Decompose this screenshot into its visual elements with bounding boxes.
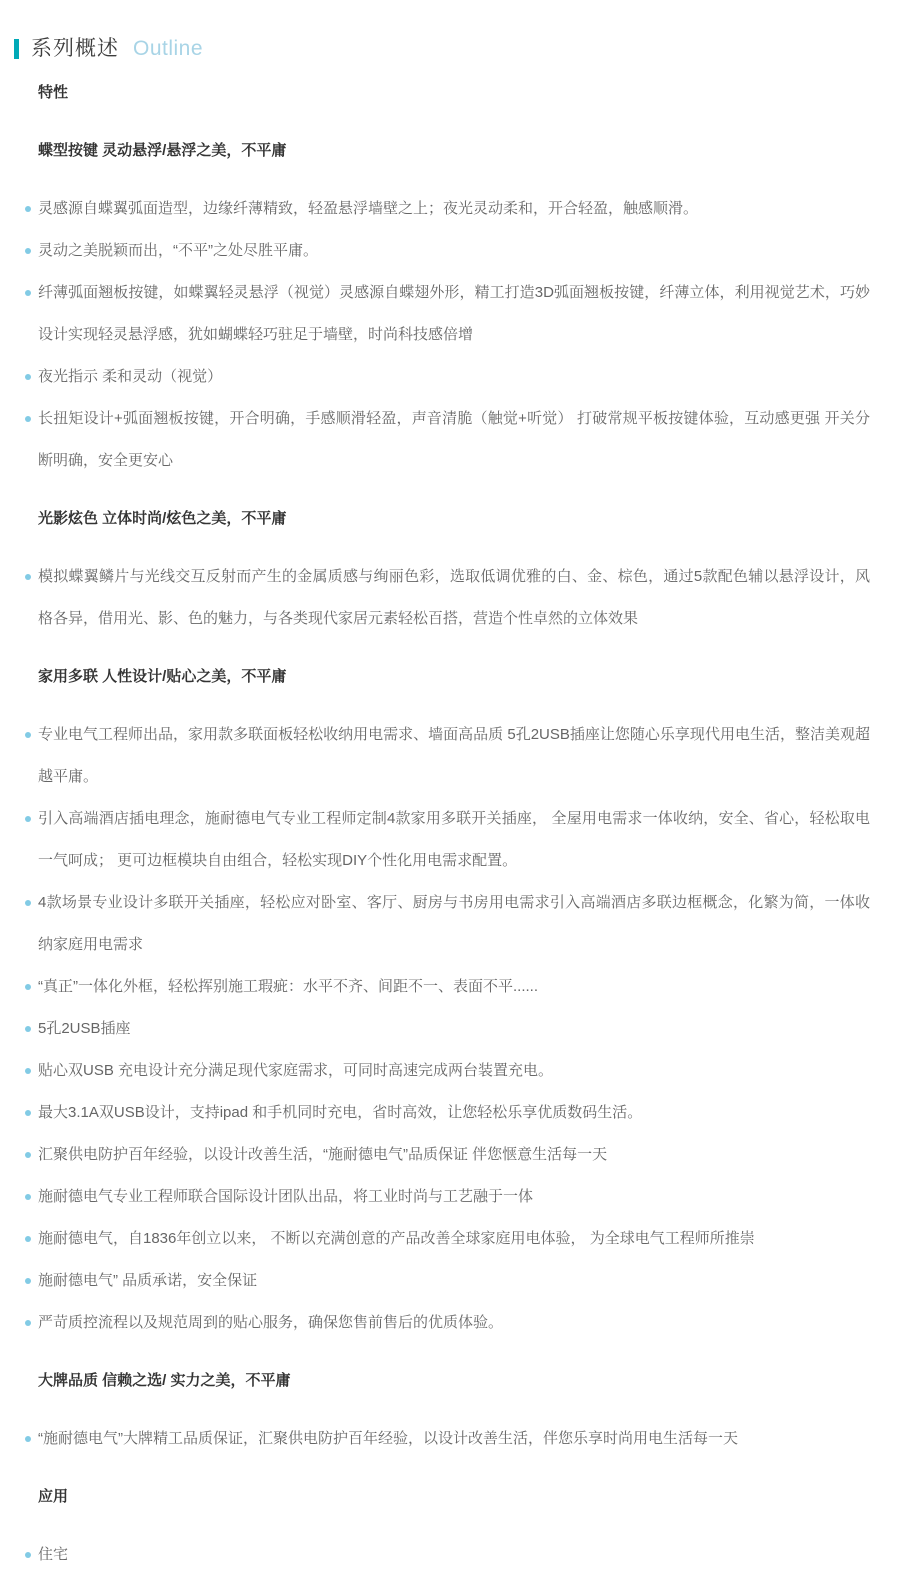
bullet-item-text: 纤薄弧面翘板按键，如蝶翼轻灵悬浮（视觉）灵感源自蝶翅外形，精工打造3D弧面翘板按键，纤薄立体，利用视觉艺术，巧妙设计实现轻灵悬浮感，犹如蝴蝶轻巧驻足于墙壁，时尚科技感倍增 [38,284,870,343]
bullet-item [38,1176,870,1218]
bullet-item [38,556,870,640]
bullet-item [38,230,870,272]
bullet-item [38,356,870,398]
bullet-item-text: 施耐德电气” 品质承诺，安全保证 [38,1272,258,1289]
bullet-dot-icon [25,1152,31,1158]
bullet-item [38,966,870,1008]
bullet-item [38,272,870,356]
bullet-dot-icon [25,1436,31,1442]
bullet-item-text: 施耐德电气专业工程师联合国际设计团队出品，将工业时尚与工艺融于一体 [38,1188,534,1205]
bullet-item-text: 模拟蝶翼鳞片与光线交互反射而产生的金属质感与绚丽色彩，选取低调优雅的白、金、棕色，通过5款配色辅以悬浮设计，风格各异，借用光、影、色的魅力，与各类现代家居元素轻松百搭，营造个性卓然的立体效果 [38,568,870,627]
feature-section [38,490,870,648]
bullet-item [38,188,870,230]
bullet-item [38,1534,870,1576]
bullet-item [38,1134,870,1176]
bullet-list [38,714,870,1344]
section-heading: 家用多联 人性设计/贴心之美，不平庸 [38,668,287,685]
bullet-list [38,1418,870,1460]
bullet-item-text: 施耐德电气，自1836年创立以来， 不断以充满创意的产品改善全球家庭用电体验， 为全球电气工程师所推崇 [38,1230,755,1247]
feature-section [38,64,870,122]
feature-section [38,122,870,490]
page-title-en: Outline [133,37,204,60]
bullet-item-text: “施耐德电气”大牌精工品质保证，汇聚供电防护百年经验，以设计改善生活，伴您乐享时尚用电生活每一天 [38,1430,738,1447]
bullet-dot-icon [25,290,31,296]
bullet-dot-icon [25,1278,31,1284]
accent-bar-icon [14,39,19,59]
outline-content [0,62,900,1594]
bullet-dot-icon [25,1552,31,1558]
bullet-item-text: 专业电气工程师出品，家用款多联面板轻松收纳用电需求、墙面高品质 5孔2USB插座让您随心乐享现代用电生活，整洁美观超越平庸。 [38,726,870,785]
bullet-item [38,798,870,882]
bullet-dot-icon [25,984,31,990]
bullet-item-text: 最大3.1A双USB设计，支持ipad 和手机同时充电，省时高效，让您轻松乐享优质数码生活。 [38,1104,643,1121]
bullet-item [38,398,870,482]
bullet-item [38,1008,870,1050]
bullet-list [38,1534,870,1576]
section-heading: 大牌品质 信赖之选/ 实力之美，不平庸 [38,1372,291,1389]
feature-section [38,648,870,1352]
section-heading: 蝶型按键 灵动悬浮/悬浮之美，不平庸 [38,142,287,159]
feature-section [38,1468,870,1584]
bullet-dot-icon [25,1026,31,1032]
feature-section [38,1352,870,1468]
bullet-dot-icon [25,374,31,380]
bullet-dot-icon [25,1068,31,1074]
bullet-item-text: 4款场景专业设计多联开关插座，轻松应对卧室、客厅、厨房与书房用电需求引入高端酒店多联边框概念，化繁为简，一体收纳家庭用电需求 [38,894,870,953]
bullet-item [38,1302,870,1344]
bullet-item-text: 住宅 [38,1546,69,1563]
bullet-dot-icon [25,816,31,822]
bullet-item-text: 灵感源自蝶翼弧面造型，边缘纤薄精致，轻盈悬浮墙壁之上；夜光灵动柔和，开合轻盈，触感顺滑。 [38,200,699,217]
page-title [14,35,900,62]
section-heading: 光影炫色 立体时尚/炫色之美，不平庸 [38,510,287,527]
bullet-dot-icon [25,206,31,212]
bullet-item-text: 灵动之美脱颖而出，“不平”之处尽胜平庸。 [38,242,318,259]
bullet-item-text: 长扭矩设计+弧面翘板按键，开合明确，手感顺滑轻盈，声音清脆（触觉+听觉） 打破常规平板按键体验，互动感更强 开关分断明确，安全更安心 [38,410,870,469]
bullet-item-text: “真正”一体化外框，轻松挥别施工瑕疵：水平不齐、间距不一、表面不平...... [38,978,538,995]
bullet-dot-icon [25,1236,31,1242]
bullet-item-text: 引入高端酒店插电理念，施耐德电气专业工程师定制4款家用多联开关插座， 全屋用电需求一体收纳，安全、省心，轻松取电一气呵成； 更可边框模块自由组合，轻松实现DIY个性化用电需求配置。 [38,810,870,869]
bullet-dot-icon [25,732,31,738]
bullet-dot-icon [25,416,31,422]
bullet-list [38,556,870,640]
bullet-list [38,188,870,482]
bullet-item [38,1260,870,1302]
bullet-item [38,1050,870,1092]
bullet-item-text: 夜光指示 柔和灵动（视觉） [38,368,223,385]
bullet-item-text: 汇聚供电防护百年经验，以设计改善生活，“施耐德电气”品质保证 伴您惬意生活每一天 [38,1146,608,1163]
bullet-item [38,1092,870,1134]
bullet-item [38,714,870,798]
bullet-item-text: 5孔2USB插座 [38,1020,131,1037]
section-heading: 特性 [38,84,69,101]
bullet-item [38,1418,870,1460]
page-title-cn: 系列概述 [31,37,119,60]
bullet-dot-icon [25,1194,31,1200]
bullet-dot-icon [25,1320,31,1326]
bullet-item [38,882,870,966]
bullet-dot-icon [25,248,31,254]
bullet-dot-icon [25,900,31,906]
bullet-item [38,1218,870,1260]
bullet-dot-icon [25,574,31,580]
section-heading: 应用 [38,1488,69,1505]
bullet-item-text: 贴心双USB 充电设计充分满足现代家庭需求，可同时高速完成两台装置充电。 [38,1062,554,1079]
bullet-dot-icon [25,1110,31,1116]
bullet-item-text: 严苛质控流程以及规范周到的贴心服务，确保您售前售后的优质体验。 [38,1314,504,1331]
